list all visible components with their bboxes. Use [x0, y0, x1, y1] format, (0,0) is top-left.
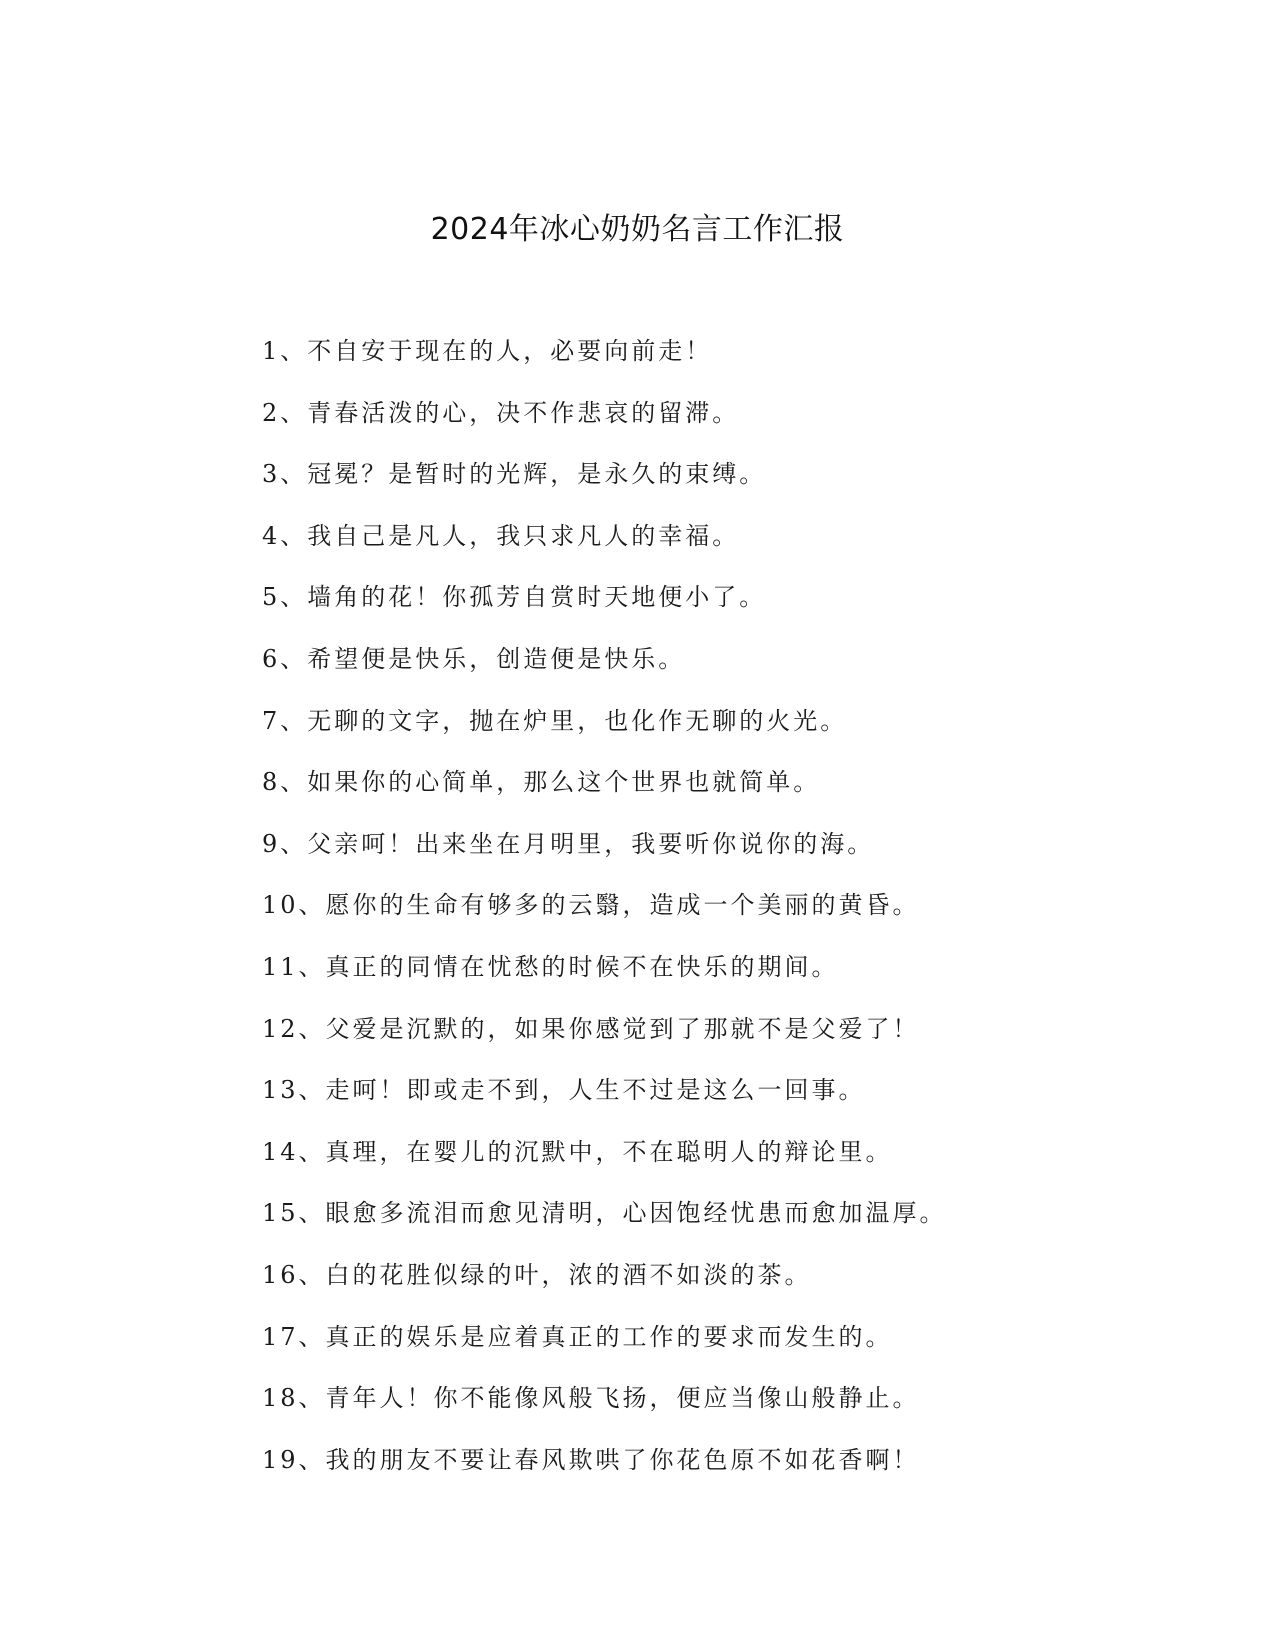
quote-item-13: 13、走呵！即或走不到，人生不过是这么一回事。 — [262, 1076, 866, 1105]
quote-item-2: 2、青春活泼的心，决不作悲哀的留滞。 — [262, 398, 740, 427]
quote-item-14: 14、真理，在婴儿的沉默中，不在聪明人的辩论里。 — [262, 1137, 893, 1166]
quote-list — [262, 331, 947, 1501]
quote-item-18: 18、青年人！你不能像风般飞扬，便应当像山般静止。 — [262, 1384, 920, 1413]
quote-item-3: 3、冠冕？是暂时的光辉，是永久的束缚。 — [262, 460, 767, 489]
quote-item-6: 6、希望便是快乐，创造便是快乐。 — [262, 644, 686, 673]
quote-item-10: 10、愿你的生命有够多的云翳，造成一个美丽的黄昏。 — [262, 891, 920, 920]
quote-item-9: 9、父亲呵！出来坐在月明里，我要听你说你的海。 — [262, 829, 875, 858]
quote-item-5: 5、墙角的花！你孤芳自赏时天地便小了。 — [262, 583, 767, 612]
quote-item-19: 19、我的朋友不要让春风欺哄了你花色原不如花香啊！ — [262, 1445, 920, 1474]
page-title: 2024年冰心奶奶名言工作汇报 — [430, 212, 845, 247]
quote-item-7: 7、无聊的文字，抛在炉里，也化作无聊的火光。 — [262, 706, 848, 735]
quote-item-1: 1、不自安于现在的人，必要向前走！ — [262, 337, 713, 365]
quote-item-11: 11、真正的同情在忧愁的时候不在快乐的期间。 — [262, 952, 839, 981]
quote-item-8: 8、如果你的心简单，那么这个世界也就简单。 — [262, 768, 821, 797]
quote-item-12: 12、父爱是沉默的，如果你感觉到了那就不是父爱了！ — [262, 1014, 920, 1043]
quote-item-4: 4、我自己是凡人，我只求凡人的幸福。 — [262, 521, 740, 550]
quote-item-16: 16、白的花胜似绿的叶，浓的酒不如淡的茶。 — [262, 1260, 812, 1289]
quote-item-17: 17、真正的娱乐是应着真正的工作的要求而发生的。 — [262, 1322, 893, 1351]
quote-item-15: 15、眼愈多流泪而愈见清明，心因饱经忧患而愈加温厚。 — [262, 1199, 947, 1228]
